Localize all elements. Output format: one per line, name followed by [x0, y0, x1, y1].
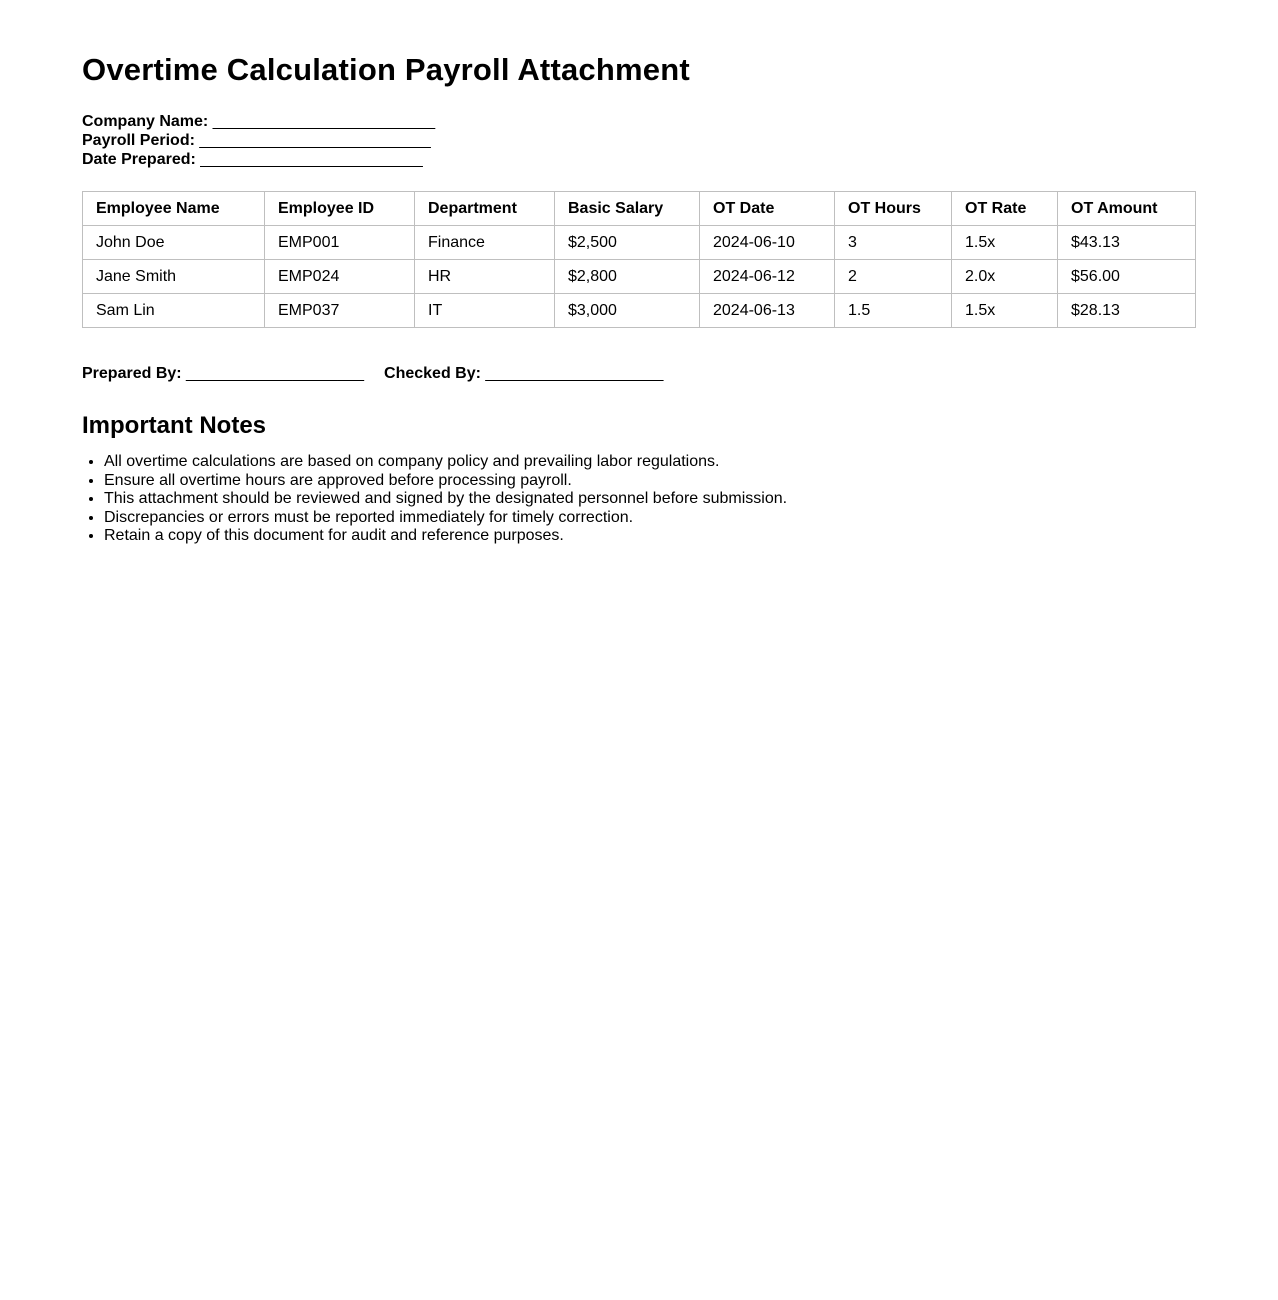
prepared-by-field: [82, 365, 364, 382]
checked-by-label: Checked By:: [384, 364, 481, 382]
table-cell: $43.13: [1058, 225, 1196, 259]
table-cell: 2024-06-13: [700, 293, 835, 327]
signoff-row: [82, 364, 1196, 383]
checked-by-field: [384, 365, 663, 382]
table-cell: EMP024: [265, 259, 415, 293]
payroll-period-field: [82, 131, 1196, 150]
table-cell: $2,800: [555, 259, 700, 293]
table-cell: IT: [415, 293, 555, 327]
table-cell: 2024-06-10: [700, 225, 835, 259]
company-name-label: Company Name:: [82, 112, 209, 130]
table-cell: $56.00: [1058, 259, 1196, 293]
table-cell: 3: [835, 225, 952, 259]
list-item: • Discrepancies or errors must be reported immediately for timely correction.: [104, 509, 1196, 528]
table-cell: John Doe: [83, 225, 265, 259]
table-row: [83, 225, 1196, 259]
table-row: [83, 293, 1196, 327]
table-cell: Sam Lin: [83, 293, 265, 327]
table-cell: $3,000: [555, 293, 700, 327]
column-header-employee-name: Employee Name: [83, 191, 265, 225]
table-cell: HR: [415, 259, 555, 293]
list-item: • All overtime calculations are based on company policy and prevailing labor regulations.: [104, 453, 1196, 472]
page-title: Overtime Calculation Payroll Attachment: [82, 52, 690, 87]
column-header-department: Department: [415, 191, 555, 225]
table-header-row: [83, 191, 1196, 225]
date-prepared-blank: _________________________: [200, 150, 423, 168]
table-cell: 2: [835, 259, 952, 293]
company-name-blank: _________________________: [212, 112, 436, 130]
table-cell: $28.13: [1058, 293, 1196, 327]
table-cell: 1.5x: [952, 225, 1058, 259]
column-header-ot-rate: OT Rate: [952, 191, 1058, 225]
list-item: • Ensure all overtime hours are approved before processing payroll.: [104, 472, 1196, 491]
document-page: [0, 0, 1278, 546]
table-cell: 2.0x: [952, 259, 1058, 293]
column-header-ot-amount: OT Amount: [1058, 191, 1196, 225]
table-cell: $2,500: [555, 225, 700, 259]
header-fields: [82, 112, 1196, 169]
payroll-period-label: Payroll Period:: [82, 131, 195, 149]
list-item: • Retain a copy of this document for audit and reference purposes.: [104, 527, 1196, 546]
table-cell: 1.5x: [952, 293, 1058, 327]
column-header-ot-date: OT Date: [700, 191, 835, 225]
column-header-employee-id: Employee ID: [265, 191, 415, 225]
checked-by-blank: ____________________: [485, 364, 664, 382]
notes-heading: Important Notes: [82, 411, 267, 439]
date-prepared-field: [82, 150, 1196, 169]
table-cell: Jane Smith: [83, 259, 265, 293]
prepared-by-blank: ____________________: [186, 364, 365, 382]
table-cell: Finance: [415, 225, 555, 259]
list-item: • This attachment should be reviewed and signed by the designated personnel before submission.: [104, 490, 1196, 509]
overtime-table: [82, 191, 1196, 328]
prepared-by-label: Prepared By:: [82, 364, 182, 382]
company-name-field: [82, 112, 1196, 131]
table-cell: EMP037: [265, 293, 415, 327]
table-row: [83, 259, 1196, 293]
column-header-ot-hours: OT Hours: [835, 191, 952, 225]
column-header-basic-salary: Basic Salary: [555, 191, 700, 225]
table-cell: 1.5: [835, 293, 952, 327]
date-prepared-label: Date Prepared:: [82, 150, 196, 168]
payroll-period-blank: __________________________: [199, 131, 431, 149]
table-cell: 2024-06-12: [700, 259, 835, 293]
notes-list: [82, 453, 1196, 546]
table-cell: EMP001: [265, 225, 415, 259]
